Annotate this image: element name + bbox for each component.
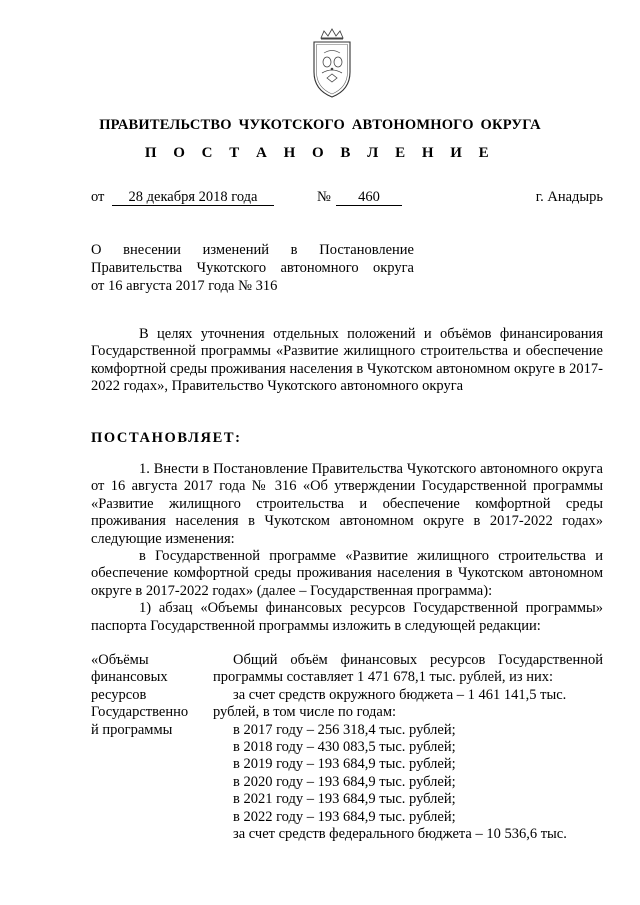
funding-year: в 2021 году – 193 684,9 тыс. рублей;: [233, 791, 456, 808]
coat-of-arms-icon: [307, 28, 357, 100]
funding-year: в 2017 году – 256 318,4 тыс. рублей;: [233, 721, 456, 738]
funding-regional-cont: рублей, в том числе по годам:: [213, 704, 397, 721]
document-subject: [91, 241, 414, 295]
date-label: от: [91, 189, 105, 205]
subject-line: от 16 августа 2017 года № 316: [91, 278, 278, 294]
items-block: [91, 461, 603, 635]
document-date: 28 декабря 2018 года: [112, 189, 274, 206]
item-paragraph: 1. Внести в Постановление Правительства Чукотского автономного округа от 16 августа 2017 года № 316 «Об утверждении Государственной программы «Развитие жилищного строительства и обеспечение комфортной среды проживания населения в Чукотском автономном округе в 2017-2022 годах» следующие изменения:: [91, 461, 603, 547]
table-label-line: ресурсов: [91, 686, 147, 703]
table-label-line: «Объёмы: [91, 652, 149, 668]
number-label: №: [317, 189, 331, 205]
table-label-line: й программы: [91, 721, 173, 738]
document-city: г. Анадырь: [535, 189, 603, 205]
government-title: ПРАВИТЕЛЬСТВО ЧУКОТСКОГО АВТОНОМНОГО ОКРУГА: [99, 117, 541, 133]
funding-year: в 2020 году – 193 684,9 тыс. рублей;: [233, 773, 456, 790]
funding-federal: за счет средств федерального бюджета – 10 536,6 тыс.: [233, 826, 567, 843]
document-number: 460: [336, 189, 402, 206]
funding-year: в 2019 году – 193 684,9 тыс. рублей;: [233, 756, 456, 773]
funding-table-label: [91, 652, 211, 739]
funding-total: Общий объём финансовых ресурсов Государственной программы составляет 1 471 678,1 тыс. рублей, из них:: [213, 652, 603, 686]
preamble-block: [91, 326, 603, 396]
subject-line: О внесении изменений в Постановление: [91, 242, 414, 258]
document-type-title: П О С Т А Н О В Л Е Н И Е: [144, 145, 496, 161]
funding-table-content: [213, 652, 603, 843]
table-label-line: финансовых: [91, 669, 168, 686]
funding-regional: за счет средств окружного бюджета – 1 461 141,5 тыс.: [233, 686, 567, 703]
decree-heading: ПОСТАНОВЛЯЕТ:: [91, 430, 242, 446]
table-label-line: Государственно: [91, 704, 189, 721]
funding-year: в 2018 году – 430 083,5 тыс. рублей;: [233, 739, 456, 756]
funding-year: в 2022 году – 193 684,9 тыс. рублей;: [233, 808, 456, 825]
preamble-paragraph: В целях уточнения отдельных положений и объёмов финансирования Государственной программы «Развитие жилищного строительства и обеспечение комфортной среды проживания населения в Чукотском автономном округе в 2017-2022 годах», Правительство Чукотского автономного округа: [91, 326, 603, 395]
document-meta: [91, 189, 603, 209]
item-paragraph: в Государственной программе «Развитие жилищного строительства и обеспечение комфортной среды проживания населения в Чукотском автономном округе в 2017-2022 годах» (далее – Государственная программа):: [91, 548, 603, 599]
subject-line: Правительства Чукотского автономного округа: [91, 260, 414, 276]
item-paragraph: 1) абзац «Объемы финансовых ресурсов Государственной программы» паспорта Государственной программы изложить в следующей редакции:: [91, 600, 603, 634]
